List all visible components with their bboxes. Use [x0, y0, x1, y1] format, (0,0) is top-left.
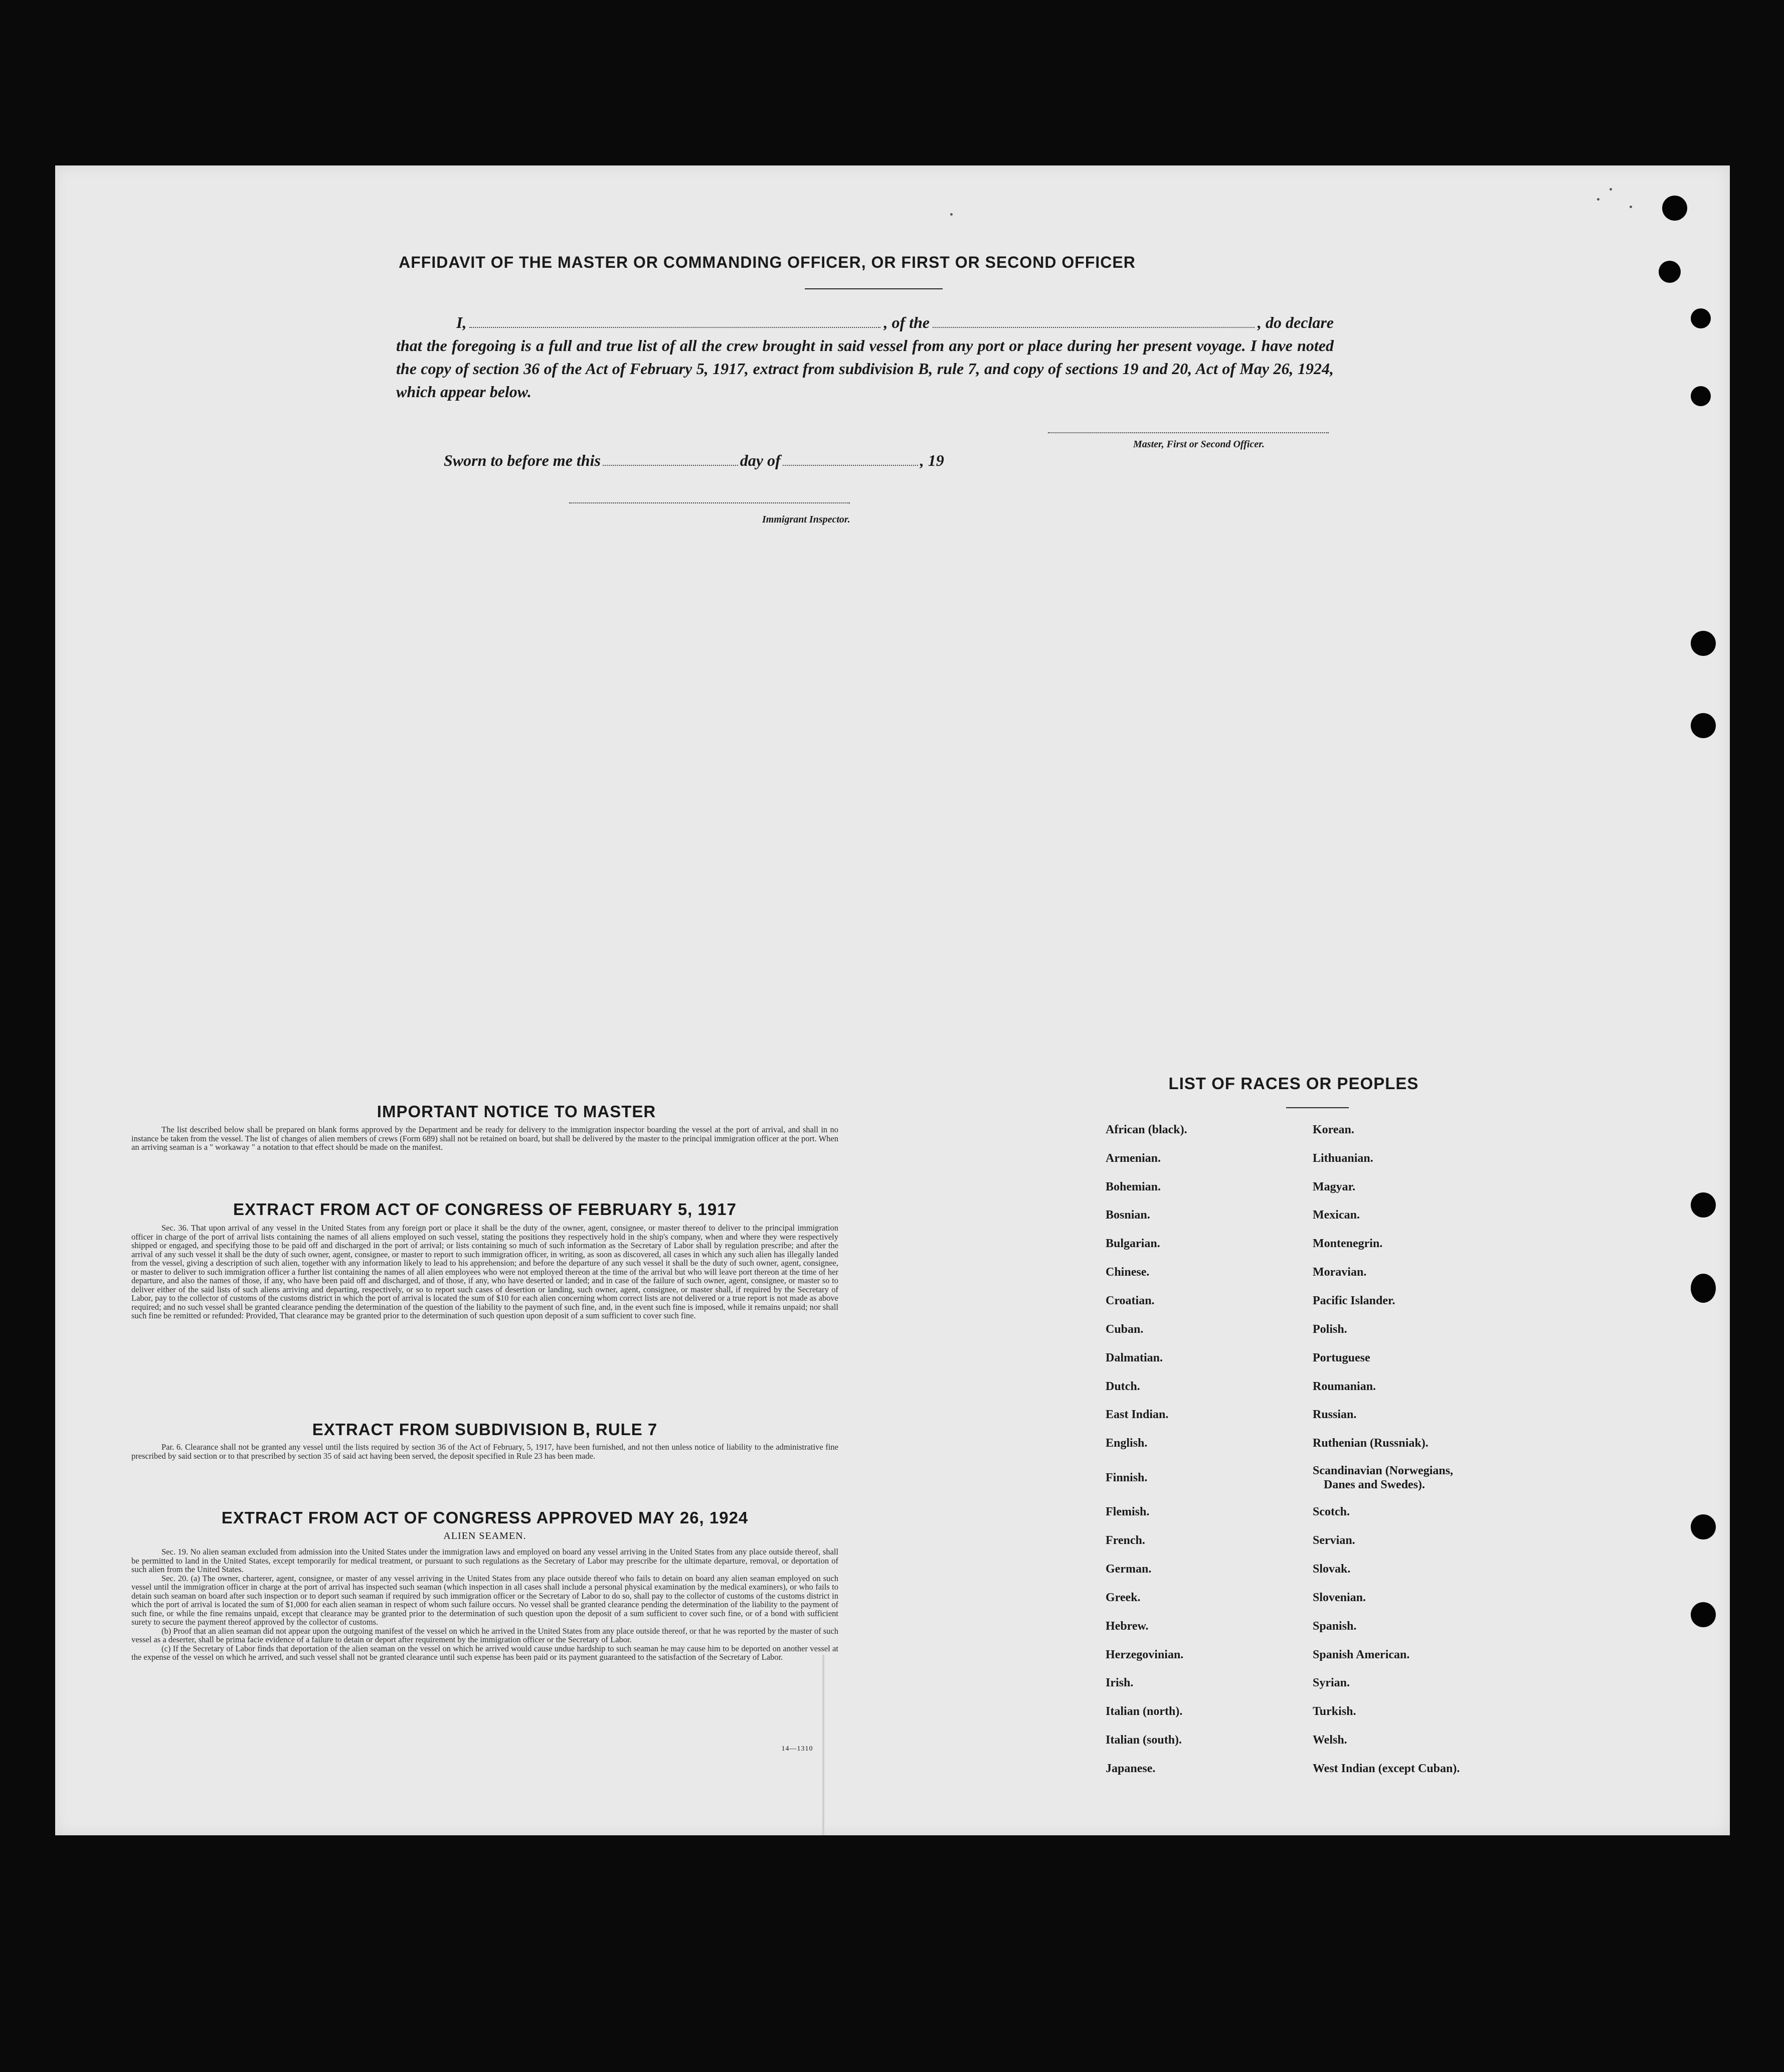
year-prefix: , 19 — [920, 451, 944, 469]
race-item: Irish. — [1106, 1676, 1134, 1689]
speck — [1610, 188, 1612, 191]
race-item: Dalmatian. — [1106, 1351, 1163, 1364]
form-number: 14—1310 — [781, 1745, 813, 1753]
vessel-field[interactable] — [933, 313, 1255, 328]
race-item: Bosnian. — [1106, 1208, 1150, 1222]
race-item: Servian. — [1313, 1534, 1355, 1547]
race-item: Korean. — [1313, 1123, 1354, 1136]
extract-1924-subtitle: ALIEN SEAMEN. — [443, 1530, 526, 1541]
extract-1917-text: Sec. 36. That upon arrival of any vessel in the United States from any foreign port or place it shall be the duty of the owner, agent, consignee, or master thereof to deliver to the principal immigration officer in charge of the port of arrival lists containing the names of all aliens employed on such vessel, stating the positions they respectively hold in the ship's company, when and where they were respectively shipped or engaged, and specifying those to be paid off and discharged in the port of arrival; or lists containing so much of such information as the Secretary of Labor shall by regulation prescribe; and after the arrival of any such vessel it shall be the duty of such owner, agent, consignee, or master to report to such immigration officer, in writing, as soon as discovered, all cases in which any such alien has illegally landed from the vessel, giving a description of such alien, together with any information likely to lead to his apprehension; and before the departure of any such vessel it shall be the duty of such owner, agent, consignee, or master to deliver to such immigration officer a further list containing the names of all alien employees who were not employed thereon at the time of the arrival but who will leave port thereon at the time of her departure, and also the names of those, if any, who have been paid off and discharged, and of those, if any, who have deserted or landed; and in case of the failure of such owner, agent, consignee, or master so to deliver either of the said lists of such aliens arriving and departing, respectively, or so to report such cases of desertion or landing, such owner, agent, consignee, or master shall, if required by the Secretary of Labor, pay to the collector of customs of the customs district in which the port of arrival is located the sum of $10 for each alien concerning whom correct lists are not delivered or a true report is not made as above required; and no such vessel shall be granted clearance pending the determination of the question of the liability to the payment of such fine, and, in the event such fine is imposed, while it remains unpaid; nor shall such fine be remitted or refunded: Provided, That clearance may be granted prior to the determination of such question upon deposit of a sum sufficient to cover such fine. — [131, 1223, 838, 1320]
race-item: Scandinavian (Norwegians, — [1313, 1464, 1454, 1477]
affidavit-body — [396, 311, 1334, 403]
binder-hole — [1691, 1274, 1716, 1303]
race-item: Pacific Islander. — [1313, 1294, 1395, 1307]
race-item: Slovak. — [1313, 1563, 1351, 1576]
race-item: French. — [1106, 1534, 1145, 1547]
sworn-day-field[interactable] — [603, 452, 738, 466]
title-rule — [805, 288, 943, 289]
sec-19-paragraph: Sec. 19. No alien seaman excluded from admission into the United States under the immigration laws and employed on board any vessel arriving in the United States from any place outside thereof, shall be permitted to land in the United States, except temporarily for medical treatment, or pursuant to such regulations as the Secretary of Labor may prescribe for the ultimate departure, removal, or deportation of such alien from the United States. — [131, 1547, 838, 1574]
extract-1924-text — [131, 1547, 838, 1662]
race-item: Moravian. — [1313, 1266, 1367, 1279]
race-item: Montenegrin. — [1313, 1237, 1383, 1250]
notice-title: IMPORTANT NOTICE TO MASTER — [377, 1102, 656, 1121]
race-item: Italian (south). — [1106, 1734, 1182, 1747]
race-item: Portuguese — [1313, 1351, 1370, 1364]
race-item: Chinese. — [1106, 1266, 1150, 1279]
race-item: Bohemian. — [1106, 1180, 1161, 1193]
race-item: German. — [1106, 1563, 1152, 1576]
race-item: Turkish. — [1313, 1705, 1356, 1718]
affidavit-title: AFFIDAVIT OF THE MASTER OR COMMANDING OFFICER, OR FIRST OR SECOND OFFICER — [399, 253, 1136, 271]
race-item: English. — [1106, 1437, 1148, 1450]
race-item: Croatian. — [1106, 1294, 1155, 1307]
race-item: Mexican. — [1313, 1208, 1360, 1222]
race-item: Scotch. — [1313, 1505, 1350, 1518]
master-signature-label: Master, First or Second Officer. — [1133, 439, 1265, 450]
binder-hole — [1691, 713, 1716, 738]
race-item: Lithuanian. — [1313, 1152, 1373, 1165]
speck — [950, 213, 953, 216]
race-item: Slovenian. — [1313, 1591, 1366, 1604]
i-label: I, — [456, 313, 467, 331]
race-item: Japanese. — [1106, 1762, 1156, 1775]
race-item: Russian. — [1313, 1408, 1357, 1421]
declaration-text: that the foregoing is a full and true list of all the crew brought in said vessel from any port or place during her present voyage. I have noted the copy of section 36 of the Act of February 5, 1917, extract from subdivision B, rule 7, and copy of sections 19 and 20, Act of May 26, 1924, which appear below. — [396, 336, 1334, 401]
race-item: Dutch. — [1106, 1380, 1140, 1393]
speck — [1630, 206, 1632, 208]
race-item: Flemish. — [1106, 1505, 1150, 1518]
race-item: Cuban. — [1106, 1323, 1144, 1336]
speck — [1597, 198, 1599, 201]
sworn-month-field[interactable] — [783, 452, 918, 466]
binder-hole — [1691, 1192, 1716, 1218]
of-the-label: , of the — [883, 313, 930, 331]
sworn-label: Sworn to before me this — [444, 451, 601, 469]
binder-hole — [1691, 308, 1711, 328]
race-item: Spanish. — [1313, 1620, 1357, 1633]
binder-hole — [1691, 1514, 1716, 1539]
binder-hole — [1662, 196, 1687, 221]
do-declare-label: , do declare — [1258, 313, 1334, 331]
sec-20c-paragraph: (c) If the Secretary of Labor finds that deportation of the alien seaman on the vessel on which he arrived would cause undue hardship to such seaman he may cause him to be deported on another vessel at the expense of the vessel on which he arrived, and such vessel shall not be granted clearance until such expense has been paid or its payment guaranteed to the satisfaction of the Secretary of Labor. — [131, 1643, 838, 1662]
binder-hole — [1691, 631, 1716, 656]
race-item: Herzegovinian. — [1106, 1648, 1184, 1661]
race-item: Ruthenian (Russniak). — [1313, 1437, 1429, 1450]
race-item: West Indian (except Cuban). — [1313, 1762, 1460, 1775]
race-item: Bulgarian. — [1106, 1237, 1160, 1250]
sec-20a-paragraph: Sec. 20. (a) The owner, charterer, agent, consignee, or master of any vessel arriving in the United States from any place outside thereof who fails to detain on board any alien seaman employed on such vessel until the immigration officer in charge at the port of arrival has inspected such seaman (which inspection in all cases shall include a personal physical examination by the medical examiners), or who fails to detain such seaman on board after such inspection or to deport such seaman if required by such immigration officer or the Secretary of Labor to do so, shall pay to the collector of customs of the customs district in which the port of arrival is located the sum of $1,000 for each alien seaman in respect of whom such failure occurs. No vessel shall be granted clearance pending the determination of the liability to the payment of such fine, or while the fine remains unpaid, except that clearance may be granted prior to the determination of such question upon the deposit of a sum sufficient to cover such fine, or of a bond with sufficient surety to secure the payment thereof approved by the collector of customs. — [131, 1573, 838, 1627]
inspector-label: Immigrant Inspector. — [762, 514, 850, 525]
binder-hole — [1691, 1602, 1716, 1627]
inspector-signature-field[interactable] — [569, 502, 850, 503]
binder-hole — [1691, 386, 1711, 406]
race-item: Hebrew. — [1106, 1620, 1149, 1633]
race-item: Finnish. — [1106, 1471, 1148, 1484]
race-item: Roumanian. — [1313, 1380, 1376, 1393]
sworn-line — [444, 451, 995, 470]
race-item: Polish. — [1313, 1323, 1347, 1336]
races-rule — [1286, 1107, 1349, 1108]
race-item: Magyar. — [1313, 1180, 1356, 1193]
races-title: LIST OF RACES OR PEOPLES — [1168, 1074, 1419, 1093]
binder-hole — [1659, 261, 1681, 283]
name-field[interactable] — [469, 313, 880, 328]
race-item-scandinavian-cont: Danes and Swedes). — [1324, 1478, 1425, 1491]
notice-text: The list described below shall be prepared on blank forms approved by the Department and be ready for delivery to the immigration inspector boarding the vessel at the port of arrival, and shall in no instance be taken from the vessel. The list of changes of alien members of crews (Form 689) shall not be retained on board, but shall be delivered by the master to the principal immigration officer at the port. When an arriving seaman is a " workaway " a notation to that effect should be made on the manifest. — [131, 1125, 838, 1152]
race-item: Greek. — [1106, 1591, 1141, 1604]
extract-1917-title: EXTRACT FROM ACT OF CONGRESS OF FEBRUARY 5, 1917 — [233, 1200, 737, 1219]
race-item: Welsh. — [1313, 1734, 1347, 1747]
race-item: Armenian. — [1106, 1152, 1161, 1165]
declaration-line — [396, 311, 1334, 334]
sec-20b-paragraph: (b) Proof that an alien seaman did not appear upon the outgoing manifest of the vessel on which he arrived in the United States from any place outside thereof, or that he was reported by the master of such vessel as a deserter, shall be prima facie evidence of a failure to detain or deport after requirement by the immigration officer or the Secretary of Labor. — [131, 1626, 838, 1644]
extract-rule7-title: EXTRACT FROM SUBDIVISION B, RULE 7 — [312, 1420, 658, 1439]
race-item: Spanish American. — [1313, 1648, 1410, 1661]
day-of-label: day of — [740, 451, 781, 469]
master-signature-field[interactable] — [1048, 432, 1329, 433]
race-item: East Indian. — [1106, 1408, 1169, 1421]
race-item: African (black). — [1106, 1123, 1187, 1136]
race-item: Syrian. — [1313, 1676, 1350, 1689]
extract-rule7-text: Par. 6. Clearance shall not be granted any vessel until the lists required by section 36 of the Act of February, 5, 1917, have been furnished, and not then unless notice of liability to the administrative fine prescribed by said section or to that prescribed by section 35 of said act having been served, the deposit specified in Rule 23 has been made. — [131, 1442, 838, 1461]
extract-1924-title: EXTRACT FROM ACT OF CONGRESS APPROVED MAY 26, 1924 — [221, 1508, 749, 1527]
race-item: Italian (north). — [1106, 1705, 1183, 1718]
